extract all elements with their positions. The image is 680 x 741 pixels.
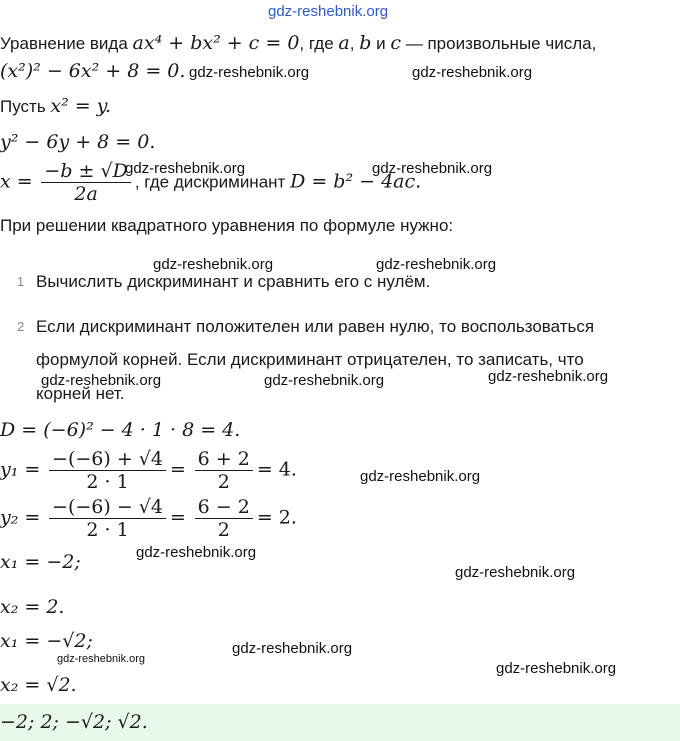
root-x1-negative-sqrt2: x₁ = −√2; xyxy=(0,630,93,652)
watermark: gdz-reshebnik.org xyxy=(455,564,576,581)
formula-denominator: 2a xyxy=(74,183,98,205)
step-number: 2 xyxy=(17,319,25,334)
y2-lhs: y₂ = xyxy=(0,506,41,529)
equation-line: (x²)² − 6x² + 8 = 0. xyxy=(0,60,186,82)
y1-mid-denominator: 2 xyxy=(217,471,230,493)
rule-heading: При решении квадратного уравнения по формуле нужно: xyxy=(0,216,454,235)
step-text: Вычислить дискриминант и сравнить его с нулём. xyxy=(36,272,431,291)
y2-mid-numerator: 6 − 2 xyxy=(195,498,253,519)
root-x1-negative-2: x₁ = −2; xyxy=(0,551,81,573)
watermark: gdz-reshebnik.org xyxy=(412,64,533,81)
root-formula-line xyxy=(0,162,421,204)
watermark: gdz-reshebnik.org xyxy=(376,256,497,273)
watermark: gdz-reshebnik.org xyxy=(360,468,481,485)
watermark: gdz-reshebnik.org xyxy=(41,372,162,389)
y1-calc: y₁ = $\frac{-(-6) + √4}{2 \cdot 1}$ = $\frac{6 + 2}{2}$ = 4. xyxy=(0,448,297,493)
intro-text: и xyxy=(376,34,386,53)
intro-line-1: Уравнение вида ax⁴ + bx² + c = 0, где a, b и c — произвольные числа, xyxy=(0,32,597,54)
watermark: gdz-reshebnik.org xyxy=(264,372,385,389)
y2-fraction xyxy=(49,498,166,540)
y1-lhs: y₁ = xyxy=(0,458,41,481)
var-b: b xyxy=(359,32,372,54)
y1-denominator: 2 · 1 xyxy=(86,471,129,493)
intro-text: Уравнение вида xyxy=(0,34,128,53)
intro-text: — произвольные числа, xyxy=(405,34,597,53)
answer-box xyxy=(0,704,680,741)
y2-mid-fraction xyxy=(195,498,253,540)
final-answer: −2; 2; −√2; √2. xyxy=(0,711,148,733)
var-a: a xyxy=(338,32,350,54)
y2-result: = 2. xyxy=(256,506,297,529)
watermark: gdz-reshebnik.org xyxy=(153,256,274,273)
y1-result: = 4. xyxy=(256,458,297,481)
watermark: gdz-reshebnik.org xyxy=(496,660,617,677)
substitute-text: Пусть xyxy=(0,97,46,116)
substitute-equation: x² = y. xyxy=(50,95,111,117)
root-x2-2: x₂ = 2. xyxy=(0,596,65,618)
watermark-top: gdz-reshebnik.org xyxy=(268,3,389,20)
intro-text: , где xyxy=(299,34,334,53)
watermark: gdz-reshebnik.org xyxy=(372,160,493,177)
watermark: gdz-reshebnik.org xyxy=(189,64,310,81)
step-text: корней нет. xyxy=(36,384,125,403)
root-x2-sqrt2: x₂ = √2. xyxy=(0,674,77,696)
discriminant-formula: D = b² − 4ac. xyxy=(290,170,422,193)
watermark: gdz-reshebnik.org xyxy=(232,640,353,657)
formula-text: , где дискриминант xyxy=(134,172,286,192)
step-text: Если дискриминант положителен или равен нулю, то воспользоваться xyxy=(36,317,595,336)
y1-mid-numerator: 6 + 2 xyxy=(195,450,253,471)
watermark-small: gdz-reshebnik.org xyxy=(57,653,146,665)
y1-fraction xyxy=(49,450,166,492)
step-number: 1 xyxy=(17,274,25,289)
watermark: gdz-reshebnik.org xyxy=(125,160,246,177)
root-formula-fraction xyxy=(41,162,130,204)
y2-denominator: 2 · 1 xyxy=(86,519,129,541)
discriminant-calc: D = (−6)² − 4 · 1 · 8 = 4. xyxy=(0,419,241,441)
biquadratic-equation: ax⁴ + bx² + c = 0 xyxy=(132,32,300,54)
y1-numerator: −(−6) + √4 xyxy=(49,450,166,471)
y2-numerator: −(−6) − √4 xyxy=(49,498,166,519)
substitution-line xyxy=(0,97,111,116)
watermark: gdz-reshebnik.org xyxy=(136,544,257,561)
y2-mid-denominator: 2 xyxy=(217,519,230,541)
step-text: формулой корней. Если дискриминант отрицателен, то записать, что xyxy=(36,350,584,369)
watermark: gdz-reshebnik.org xyxy=(488,368,609,385)
quadratic-equation: y² − 6y + 8 = 0. xyxy=(0,131,156,153)
formula-lhs: x = xyxy=(0,170,33,193)
y1-mid-fraction xyxy=(195,450,253,492)
formula-numerator: −b ± √D xyxy=(41,162,130,183)
y2-calc: y₂ = $\frac{-(-6) - √4}{2 \cdot 1}$ = $\frac{6 - 2}{2}$ = 2. xyxy=(0,496,297,541)
var-c: c xyxy=(390,32,401,54)
